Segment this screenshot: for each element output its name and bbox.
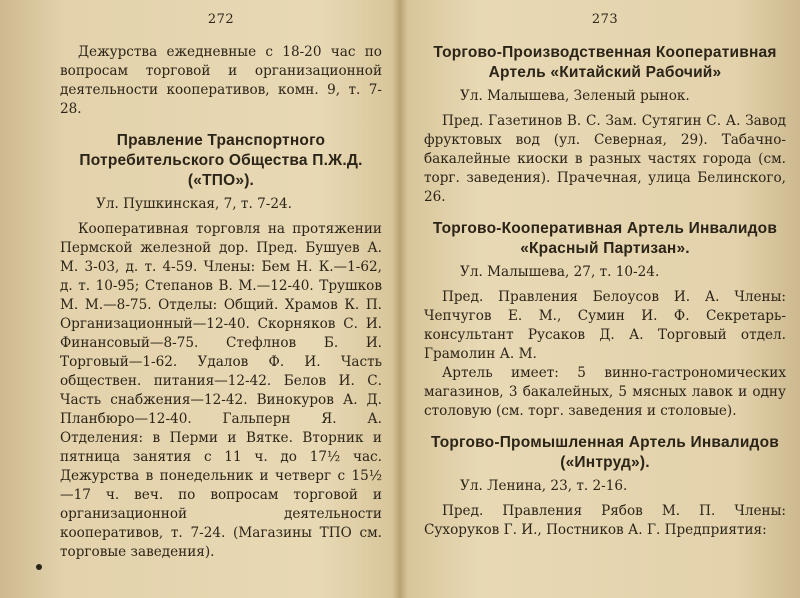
body-paragraph-intrud: Пред. Правления Рябов М. П. Члены: Сухоруков Г. И., Постников А. Г. Предприятия: (424, 503, 786, 538)
section-heading-partizan: Торгово-Кооперативная Артель Инвалидов «Красный Партизан». (432, 220, 778, 257)
address-partizan: Ул. Малышева, 27, т. 10-24. (460, 264, 660, 280)
page-number-right: 273 (591, 12, 619, 27)
section-heading-tpo: Правление Транспортного Потребительского Общества П.Ж.Д. («ТПО»). (79, 132, 363, 189)
address-intrud: Ул. Ленина, 23, т. 2-16. (460, 478, 628, 494)
page-number-left: 272 (207, 12, 235, 27)
right-page (400, 0, 800, 598)
body-paragraph-tpo: Кооперативная торговля на протяжении Пермской железной дор. Пред. Бушуев А. М. 3-03, д. т. 4-59. Члены: Бем Н. К.—1-62, д. т. 10-95; Степанов В. М.—12-40. Трушков М. М.—8-75. Отделы: Общий. Храмов К. П. Организационный—12-40. Скорняков С. И. Финансовый—8-75. Стефлнов Б. И. Торговый—1-62. Удалов Ф. И. Часть обществен. питания—12-42. Белов И. С. Часть снабжения—12-42. Винокуров А. Д. Планбюро—12-40. Гальперн Я. А. Отделения: в Перми и Вятке. Вторник и пятница занятия с 11 ч. до 17½ час. Дежурства в понедельник и четверг с 15½—17 ч. веч. по вопросам торговой и организационной деятельности кооперативов, т. 7-24. (Магазины ТПО см. торговые заведения). (60, 221, 382, 560)
section-heading-intrud: Торгово-Промышленная Артель Инвалидов («Интруд»). (431, 434, 779, 471)
body-paragraph-partizan-2: Артель имеет: 5 винно-гастрономических магазинов, 3 бакалейных, 5 мясных лавок и одну столовую (см. торг. заведения и столовые). (424, 365, 786, 419)
body-paragraph-kitaisky: Пред. Газетинов В. С. Зам. Сутягин С. А. Завод фруктовых вод (ул. Северная, 29). Табачно-бакалейные киоски в разных частях города (см. торг. заведения). Прачечная, улица Белинского, 26. (424, 113, 786, 205)
intro-paragraph: Дежурства ежедневные с 18-20 час по вопросам торговой и организационной деятельности кооперативов, комн. 9, т. 7-28. (60, 44, 382, 117)
section-heading-kitaisky: Торгово-Производственная Кооперативная Артель «Китайский Рабочий» (433, 44, 777, 81)
ink-dot (36, 564, 42, 570)
body-paragraph-partizan: Пред. Правления Белоусов И. А. Члены: Чепчугов Е. М., Сумин И. Ф. Секретарь-консультант Русаков Д. А. Торговый отдел. Грамолин А. М. (424, 289, 786, 362)
address-kitaisky: Ул. Малышева, Зеленый рынок. (460, 88, 690, 104)
address-tpo: Ул. Пушкинская, 7, т. 7-24. (96, 196, 292, 212)
